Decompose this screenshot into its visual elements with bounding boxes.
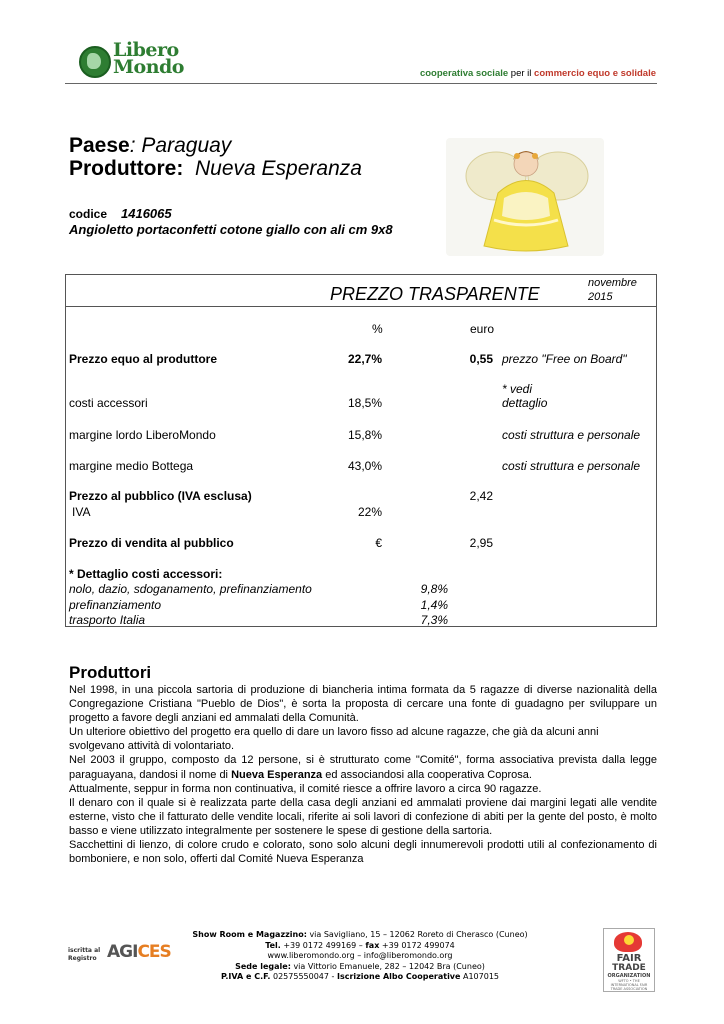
producers-paragraph: Attualmente, seppur in forma non continuativa, il comité riesce a offrire lavoro a circa 90 ragazze. (69, 782, 542, 795)
column-header-euro: euro (470, 322, 495, 336)
country-line: Paese: Paraguay (69, 134, 232, 157)
row-euro: 0,55 (469, 352, 493, 366)
header-divider (65, 83, 657, 84)
row-percent: 43,0% (347, 459, 382, 473)
detail-value: 9,8% (420, 582, 448, 596)
row-note: costi struttura e personale (502, 459, 641, 473)
price-table-date: novembre 2015 (588, 277, 637, 303)
footer-contact: Show Room e Magazzino: via Savigliano, 15 – 12062 Roreto di Cherasco (Cuneo) Tel. +39 0172 499169 – fax +39 0172 499074 www.liberomondo.org – info@liberomondo.org Sede legale: via Vittorio Emanuele, 282 – 12042 Bra (Cuneo) P.IVA e C.F. 02575550047 - Iscrizione Albo Cooperative A107015 (170, 930, 550, 983)
logo-wordmark (113, 39, 184, 78)
row-note: prezzo "Free on Board" (502, 352, 627, 366)
fair-trade-icon (614, 932, 642, 952)
agices-logo: AGICES (107, 942, 171, 962)
producers-paragraph: Un ulteriore obiettivo del progetto era quello di dare un lavoro fisso ad alcune ragazze, che già da alcuni anni svolgevano attività di volontariato. (69, 726, 599, 753)
iva-label: IVA (72, 505, 91, 519)
sale-price-value: 2,95 (469, 536, 493, 550)
row-percent: 18,5% (347, 396, 382, 410)
row-label: costi accessori (69, 396, 148, 410)
row-note: * vedi (502, 382, 533, 396)
row-percent: 22,7% (347, 352, 382, 366)
row-label: margine lordo LiberoMondo (69, 428, 216, 442)
detail-value: 7,3% (420, 613, 448, 627)
detail-title: * Dettaglio costi accessori: (69, 567, 223, 581)
product-code: codice 1416065 (69, 206, 172, 221)
detail-value: 1,4% (420, 598, 448, 612)
fair-trade-wordmark: FAIR TRADE ORGANIZATION (607, 953, 651, 979)
logo-line-1: Libero (113, 39, 179, 61)
detail-label: nolo, dazio, sdoganamento, prefinanziamento (69, 582, 312, 596)
row-label: margine medio Bottega (69, 459, 194, 473)
angel-illustration (446, 138, 604, 256)
logo-line-2: Mondo (113, 56, 184, 78)
sale-price-currency: € (375, 536, 382, 550)
row-label: Prezzo equo al produttore (69, 352, 218, 366)
row-percent: 15,8% (347, 428, 382, 442)
footer-web-link[interactable]: www.liberomondo.org – info@liberomondo.org (267, 951, 453, 960)
public-price-label: Prezzo al pubblico (IVA esclusa) (69, 489, 252, 503)
producers-text (69, 683, 657, 866)
producers-paragraph: Il denaro con il quale si è realizzata parte della casa degli anziani ed ammalati proviene dai margini legati alle vendite esterne, visto che il fatturato delle vendite locali, riferite ai soli lavori di confezione di abiti per la gente del posto, è molto basso e viene utilizzato integralmente per sostenere le spese di gestione della sartoria. (69, 796, 657, 837)
column-header-percent: % (372, 322, 383, 336)
price-table-header-divider (66, 306, 656, 307)
agices-registry-label: iscritta al Registro (68, 947, 101, 962)
product-description: Angioletto portaconfetti cotone giallo con ali cm 9x8 (69, 222, 393, 237)
producers-paragraph: Nel 1998, in una piccola sartoria di produzione di biancheria intima formata da 5 ragazze di diverse nazionalità della Congregazione Cristiana "Pueblo de Dios", è sorta la proposta di cercare una fonte di guadagno per sviluppare un progetto a favore degli anziani ed ammalati della Comunità. (69, 684, 657, 725)
price-table-title: PREZZO TRASPARENTE (330, 284, 540, 304)
fair-trade-subtitle: WFTO • THE INTERNATIONAL FAIR TRADE ASSOCIATION (610, 979, 648, 991)
producers-paragraph: Nel 2003 il gruppo, composto da 12 persone, si è strutturato come "Comité", forma associativa prevista dalla legge paraguayana, dandosi il nome di Nueva Esperanza ed associandosi alla cooperativa Coprosa. (69, 754, 657, 781)
row-note: dettaglio (502, 396, 548, 410)
sale-price-label: Prezzo di vendita al pubblico (69, 536, 234, 550)
producers-paragraph: Sacchettini di lienzo, di colore crudo e colorato, sono solo alcuni degli innumerevoli prodotti utili al confezionamento di bomboniere, e non solo, offerti dal Comité Nueva Esperanza (69, 839, 657, 866)
producers-title: Produttori (69, 663, 152, 682)
product-image (446, 138, 604, 256)
row-note: costi struttura e personale (502, 428, 641, 442)
logo-globe-icon (79, 46, 111, 78)
detail-label: trasporto Italia (69, 613, 146, 627)
producer-line: Produttore: Nueva Esperanza (69, 157, 362, 180)
iva-value: 22% (357, 505, 382, 519)
detail-label: prefinanziamento (69, 598, 162, 612)
tagline: cooperativa sociale per il commercio equo e solidale (419, 68, 656, 79)
public-price-value: 2,42 (469, 489, 493, 503)
